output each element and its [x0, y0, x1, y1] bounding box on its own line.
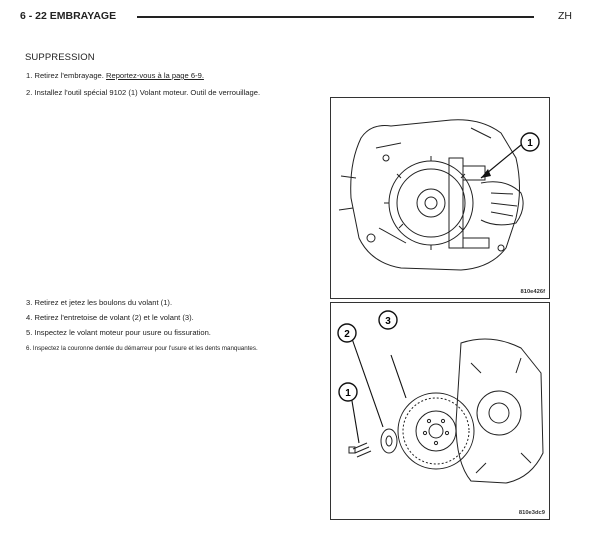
figure-code: 810e3dc9 [518, 510, 545, 516]
header-rule [137, 16, 534, 18]
step-3 [26, 298, 172, 307]
callout-1: 1 [345, 388, 351, 399]
page-reference-link[interactable]: Reportez-vous à la page 6-9. [106, 71, 204, 80]
figure-flywheel-removal [330, 302, 550, 520]
page-code: ZH [558, 10, 572, 22]
step-number: 4. [26, 313, 33, 322]
page-title: 6 - 22 EMBRAYAGE [20, 10, 117, 22]
step-number: 5. [26, 328, 33, 337]
step-2 [26, 88, 260, 97]
step-text: Retirez et jetez les boulons du volant (1). [34, 298, 173, 307]
flywheel-removal-illustration [331, 303, 549, 519]
callout-3: 3 [385, 316, 391, 327]
step-text: Retirez l'embrayage. [34, 71, 104, 80]
figure-locking-tool [330, 97, 550, 299]
step-number: 2. [26, 88, 33, 97]
step-text: Inspectez la couronne dentée du démarreur pour l'usure et les dents manquantes. [32, 345, 258, 352]
step-number: 3. [26, 298, 33, 307]
step-text: Retirez l'entretoise de volant (2) et le volant (3). [34, 313, 194, 322]
section-heading: SUPPRESSION [25, 52, 95, 63]
callout-2: 2 [344, 329, 350, 340]
step-number: 6. [26, 345, 32, 352]
step-5 [26, 328, 211, 337]
step-number: 1. [26, 71, 33, 80]
callout-1: 1 [527, 138, 533, 149]
step-text: Inspectez le volant moteur pour usure ou fissuration. [34, 328, 211, 337]
page-header [20, 10, 572, 24]
step-text: Installez l'outil spécial 9102 (1) Volant moteur. Outil de verrouillage. [34, 88, 261, 97]
step-1 [26, 71, 204, 80]
step-6 [26, 345, 258, 352]
step-4 [26, 313, 194, 322]
figure-code: 810e426f [520, 289, 545, 295]
locking-tool-illustration [331, 98, 549, 298]
